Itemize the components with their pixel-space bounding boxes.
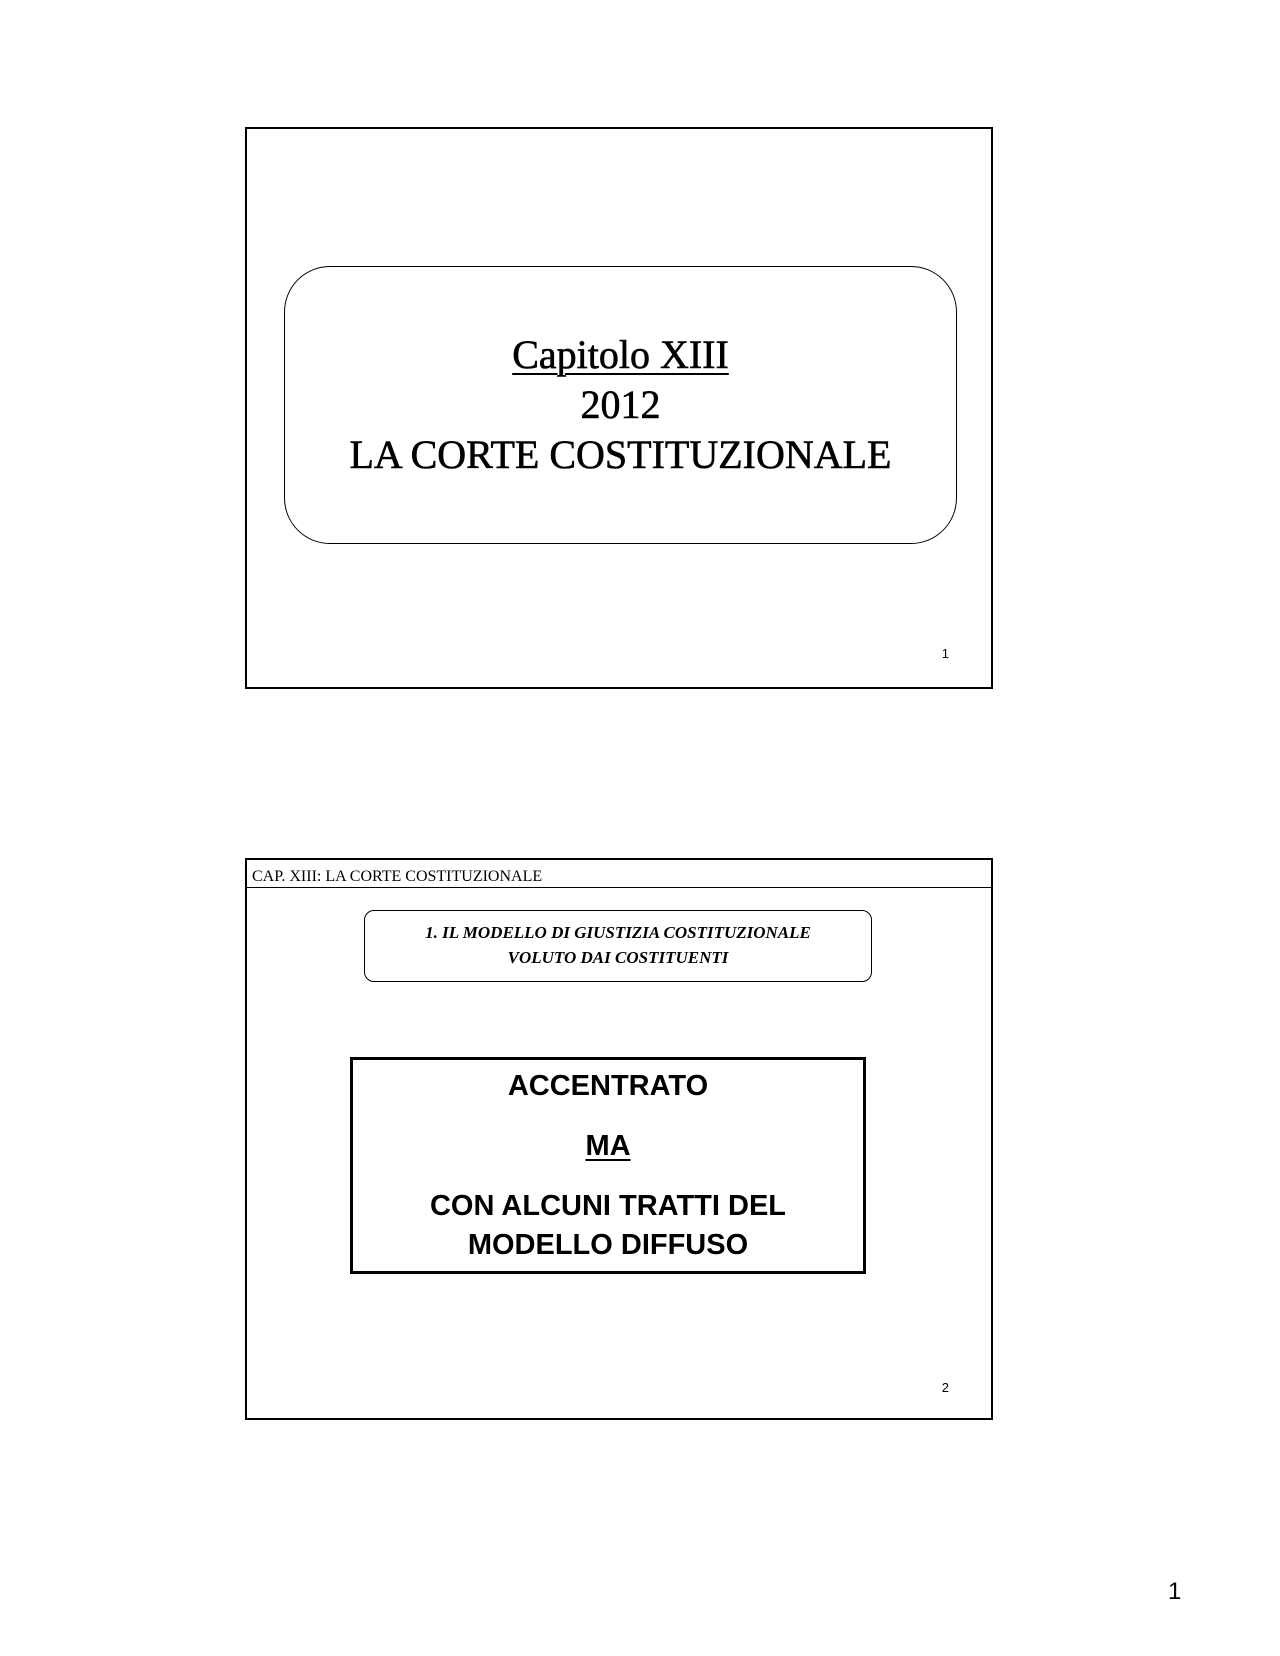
- chapter-title: Capitolo XIII: [512, 332, 729, 377]
- content-line-modello: MODELLO DIFFUSO: [467, 1229, 749, 1261]
- title-box: [284, 266, 957, 544]
- slide-1: [245, 127, 993, 689]
- slide-number: 2: [941, 1380, 949, 1395]
- slide-header: CAP. XIII: LA CORTE COSTITUZIONALE: [247, 860, 991, 888]
- content-line-accentrato: ACCENTRATO: [507, 1070, 709, 1102]
- section-title-line-2: VOLUTO DAI COSTITUENTI: [507, 948, 729, 967]
- content-line-ma: MA: [585, 1130, 631, 1162]
- section-title-line-1: 1. IL MODELLO DI GIUSTIZIA COSTITUZIONALE: [425, 923, 811, 942]
- chapter-subject: LA CORTE COSTITUZIONALE: [349, 432, 892, 477]
- content-line-con-alcuni: CON ALCUNI TRATTI DEL: [429, 1190, 786, 1222]
- section-title-box: [364, 910, 872, 982]
- chapter-year: 2012: [580, 382, 661, 427]
- slide-number: 1: [941, 646, 949, 661]
- slide-2: [245, 858, 993, 1420]
- content-box: [350, 1057, 866, 1274]
- page-number: 1: [1168, 1578, 1182, 1605]
